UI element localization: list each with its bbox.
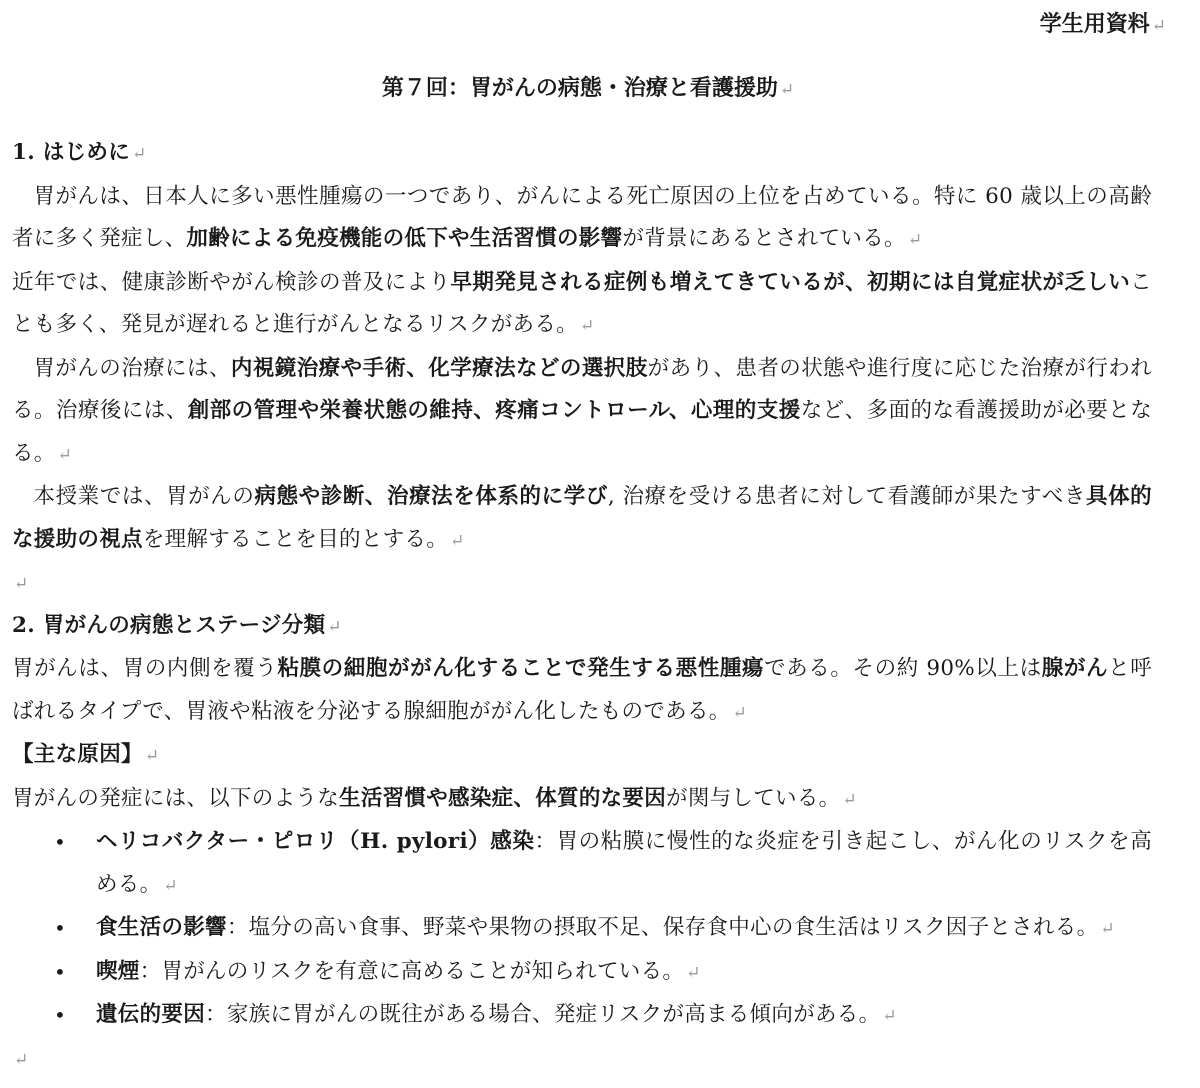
text-run: と呼ばれるタイプで、胃液や粘液を分泌する腺細胞ががん化したものである。 [12,656,1152,724]
paragraph-mark-icon: ↵ [144,746,160,766]
list-item-term: 喫煙 [96,958,140,984]
paragraph-mark-icon: ↵ [842,789,857,810]
list-item [12,994,1152,1038]
bold-text-run: 生活習慣や感染症、体質的な要因 [339,785,667,811]
list-item-text: ：塩分の高い食事、野菜や果物の摂取不足、保存食中心の食生活はリスク因子とされる。 [226,915,1099,940]
paragraph-mark-icon: ↵ [579,316,595,336]
text-run: が関与している。 [666,785,841,811]
text-run: 胃がんの治療には、 [33,355,231,381]
list-item-term: 遺伝的要因 [96,1002,206,1027]
list-item [12,821,1152,907]
paragraph-mark-icon: ↵ [450,530,465,551]
paragraph-mark-icon: ↵ [882,1006,897,1026]
paragraph-mark-icon: ↵ [57,444,73,465]
document-title: 第７回：胃がんの病態・治療と看護援助 ↵ [381,75,795,101]
bold-text-run: 粘膜の細胞ががん化することで発生する悪性腫瘍 [277,656,765,681]
bold-text-run: 早期発見される症例も増えてきているが、初期には自覚症状が乏しい [450,269,1131,295]
list-item-text: ：胃がんのリスクを有意に高めることが知られている。 [139,958,685,984]
paragraph-mark-icon: ↵ [327,616,342,637]
text-run: 近年では、健康診断やがん検診の普及により [12,269,451,295]
pathology-paragraph [12,648,1152,734]
list-item-text: ：家族に胃がんの既往がある場合、発症リスクが高まる傾向がある。 [205,1002,881,1027]
bold-text-run: 創部の管理や栄養状態の維持、疼痛コントロール、心理的支援 [187,398,801,423]
section-heading-pathology: 2. 胃がんの病態とステージ分類 ↵ [12,612,342,638]
text-run: , 治療を受ける患者に対して看護師が果たすべき [607,484,1086,509]
paragraph-mark-icon: ↵ [779,80,795,100]
text-run: 本授業では、胃がんの [33,484,255,509]
causes-list [12,821,1152,1038]
paragraph-mark-icon: ↵ [907,230,923,250]
intro-paragraph-4 [12,476,1152,562]
intro-paragraph-3 [12,348,1152,477]
paragraph-mark-icon: ↵ [686,962,701,983]
bullet-icon: • [54,959,67,984]
document-label: 学生用資料 ↵ [1039,11,1166,37]
list-item-term: ヘリコバクター・ピロリ（H. pylori）感染 [96,829,535,854]
empty-paragraph [12,562,1152,605]
text-run: 胃がんは、日本人に多い悪性腫瘍の一つであり、がんによる死亡原因の上位を占めている。特に 60 歳以上の高齢者に多く発症し、 [12,183,1152,251]
bold-text-run: 腺がん [1041,656,1109,681]
text-run: である。その約 90%以上は [764,656,1042,681]
paragraph-mark-icon: ↵ [14,574,29,594]
causes-heading: 【主な原因】 ↵ [12,742,160,767]
bullet-icon: • [54,830,67,854]
text-run: 胃がんは、胃の内側を覆う [12,656,278,681]
list-item [12,951,1152,995]
intro-paragraph-2 [12,262,1152,348]
text-run: があり、患者の状態や進行度に応じた治療が行われる。治療後には、 [12,355,1153,423]
bullet-icon: • [54,1003,67,1027]
text-run: など、多面的な看護援助が必要となる。 [12,398,1152,466]
paragraph-mark-icon: ↵ [1100,919,1115,939]
bold-text-run: 加齢による免疫機能の低下や生活習慣の影響 [186,226,623,251]
causes-intro [12,778,1152,822]
list-item-text: ：胃の粘膜に慢性的な炎症を引き起こし、がん化のリスクを高める。 [96,829,1152,897]
bullet-icon: • [54,916,67,940]
paragraph-mark-icon: ↵ [1151,16,1166,36]
bold-text-run: 病態や診断、治療法を体系的に学び [254,484,608,509]
text-run: が背景にあるとされている。 [622,226,906,251]
empty-paragraph [12,1038,1152,1081]
text-run: ことも多く、発見が遅れると進行がんとなるリスクがある。 [12,269,1152,337]
intro-paragraph-1 [12,176,1152,262]
list-item-term: 食生活の影響 [96,915,227,940]
paragraph-mark-icon: ↵ [163,875,178,896]
text-run: 胃がんの発症には、以下のような [12,785,340,811]
paragraph-mark-icon: ↵ [14,1049,29,1070]
bold-text-run: 具体的な援助の視点 [12,484,1152,552]
bold-text-run: 内視鏡治療や手術、化学療法などの選択肢 [230,355,648,381]
list-item [12,907,1152,951]
text-run: を理解することを目的とする。 [142,526,449,552]
section-heading-introduction: 1. はじめに ↵ [12,140,147,165]
document-body [12,132,1152,1080]
paragraph-mark-icon: ↵ [132,144,147,164]
paragraph-mark-icon: ↵ [732,702,748,723]
